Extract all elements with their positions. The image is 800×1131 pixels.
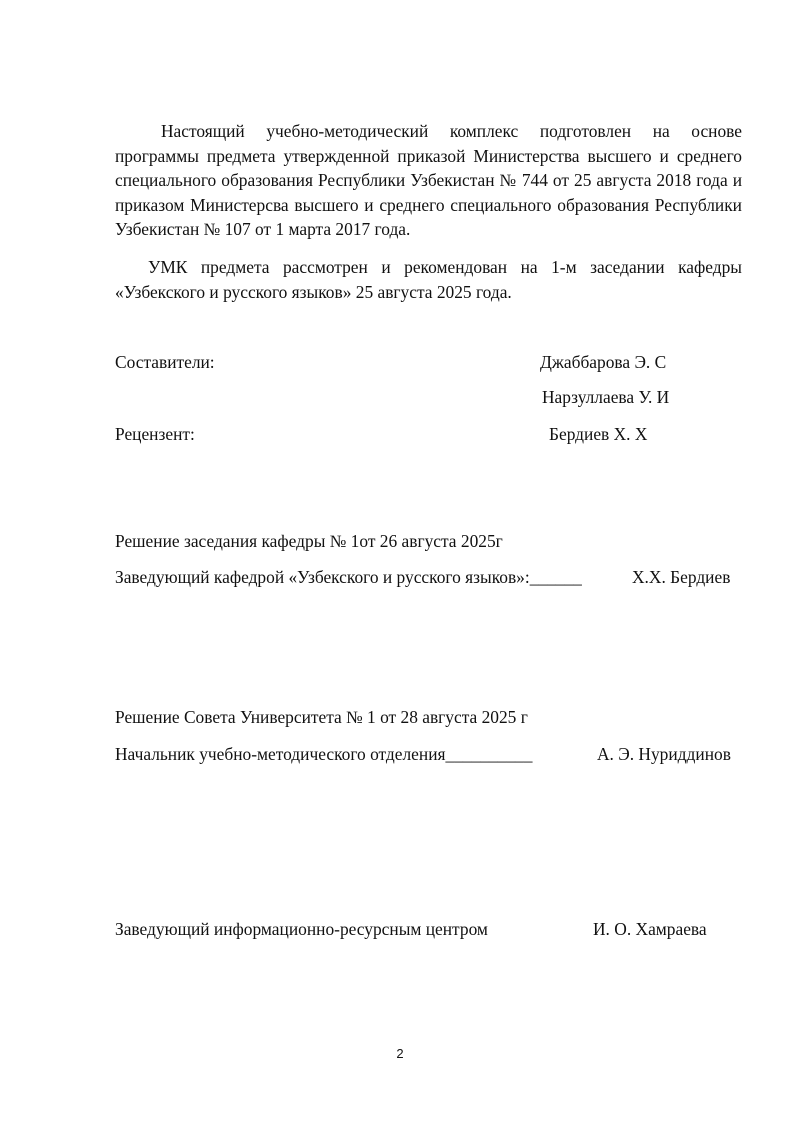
intro-paragraph: Настоящий учебно-методический комплекс подготовлен на основе программы предмета утвержденной приказой Министерства высшего и среднего специального образования Республики Узбекистан № 744 от 25 августа 2018 года и приказом Министерсва высшего и среднего специального образования Республики Узбекистан № 107 от 1 марта 2017 года.	[115, 121, 742, 239]
resource-center-head-name: И. О. Хамраева	[593, 919, 707, 939]
department-decision: Решение заседания кафедры № 1от 26 августа 2025г	[115, 531, 503, 551]
author-name-1: Джаббарова Э. С	[540, 352, 667, 372]
resource-center-head-label: Заведующий информационно-ресурсным центром	[115, 919, 488, 939]
council-decision: Решение Совета Университета № 1 от 28 августа 2025 г	[115, 707, 528, 727]
reviewer-label: Рецензент:	[115, 424, 195, 444]
methodology-chief-label: Начальник учебно-методического отделения__________	[115, 744, 533, 764]
department-head-name: Х.Х. Бердиев	[632, 567, 731, 587]
authors-label: Составители:	[115, 352, 215, 372]
page-number: 2	[396, 1046, 404, 1061]
department-head-label: Заведующий кафедрой «Узбекского и русского языков»:______	[115, 567, 582, 587]
review-paragraph: УМК предмета рассмотрен и рекомендован на 1-м заседании кафедры «Узбекского и русского языков» 25 августа 2025 года.	[115, 257, 742, 302]
author-name-2: Нарзуллаева У. И	[542, 387, 670, 407]
reviewer-name: Бердиев Х. Х	[549, 424, 648, 444]
methodology-chief-name: А. Э. Нуриддинов	[597, 744, 731, 764]
